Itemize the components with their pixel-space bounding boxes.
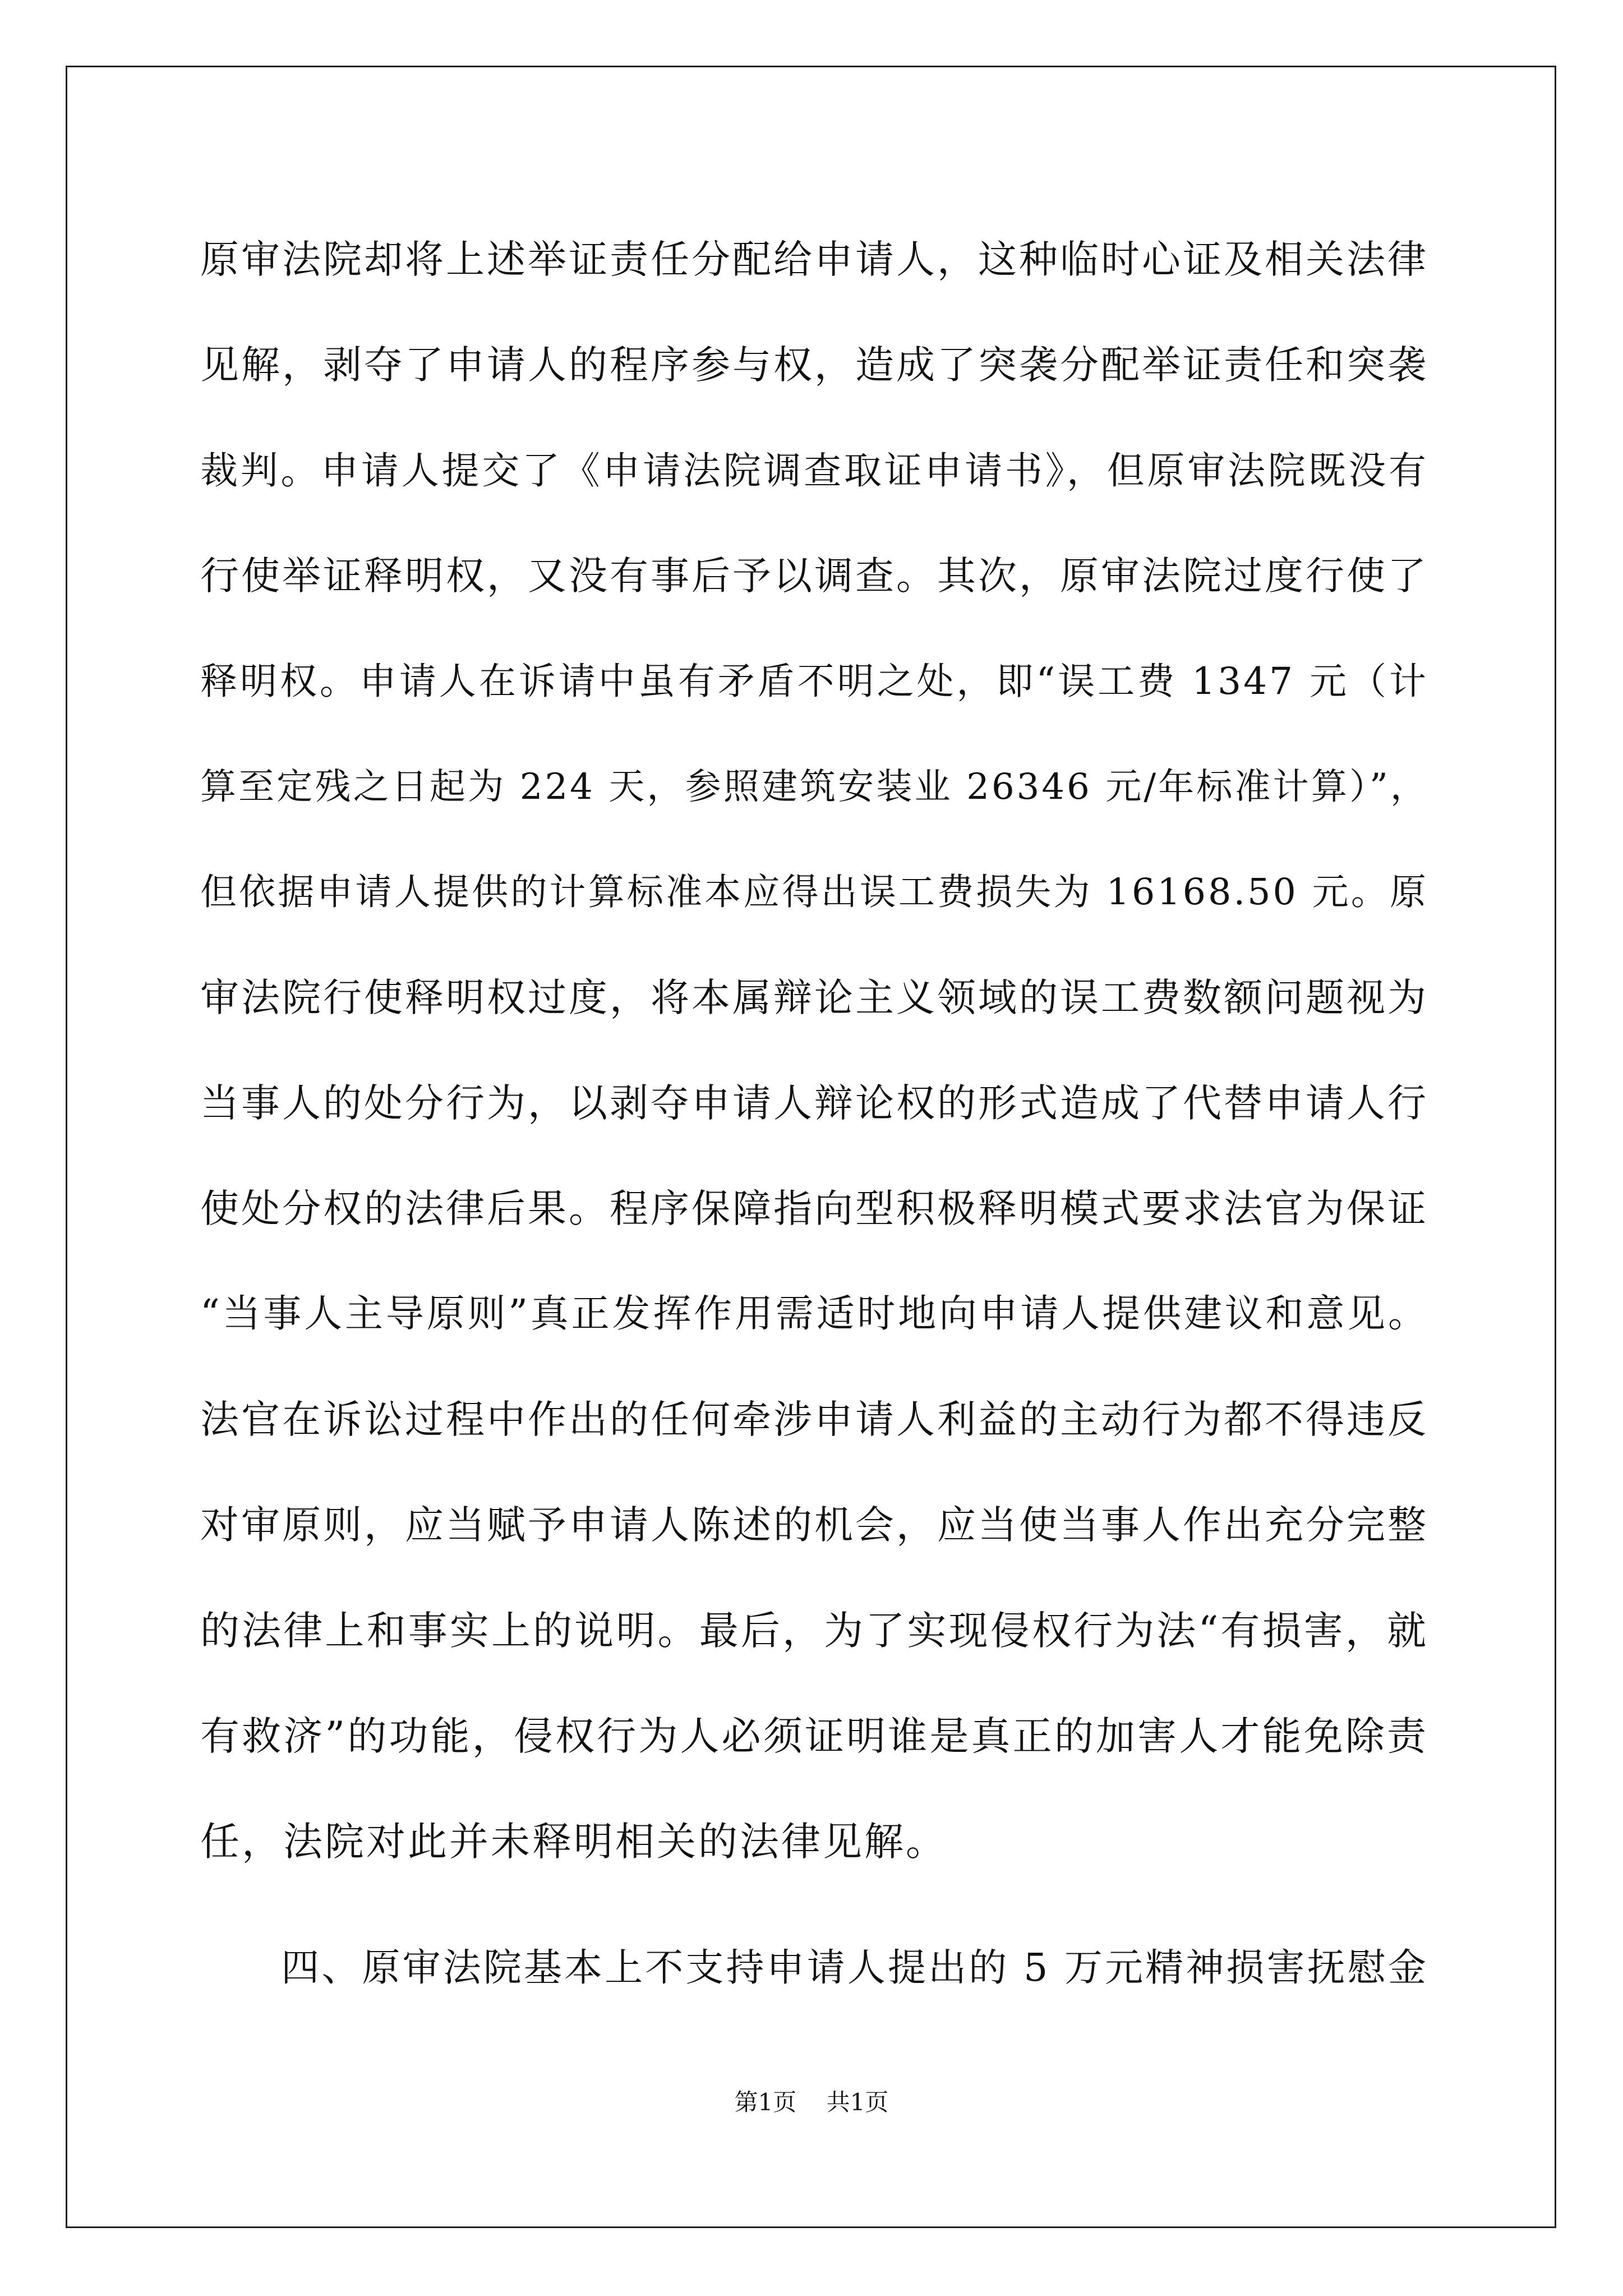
page-number: 第1页: [734, 2088, 797, 2116]
text-line: 但依据申请人提供的计算标准本应得出误工费损失为 16168.50 元。原: [200, 871, 1428, 913]
text-line: 裁判。申请人提交了《申请法院调查取证申请书》，但原审法院既没有: [200, 449, 1428, 493]
document-body: [200, 207, 1428, 2021]
text-line: 当事人的处分行为，以剥夺申请人辩论权的形式造成了代替申请人行: [200, 1081, 1428, 1126]
text-line: 法官在诉讼过程中作出的任何牵涉申请人利益的主动行为都不得违反: [200, 1397, 1428, 1442]
text-line: 使处分权的法律后果。程序保障指向型积极释明模式要求法官为保证: [200, 1186, 1428, 1231]
text-line: 有救济”的功能，侵权行为人必须证明谁是真正的加害人才能免除责: [200, 1713, 1428, 1759]
text-line: 审法院行使释明权过度，将本属辩论主义领域的误工费数额问题视为: [200, 976, 1428, 1020]
section-heading-line: 四、原审法院基本上不支持申请人提出的 5 万元精神损害抚慰金: [200, 1946, 1428, 1990]
text-line: 行使举证释明权，又没有事后予以调查。其次，原审法院过度行使了: [200, 554, 1428, 599]
paragraph-last-line: 任，法院对此并未释明相关的法律见解。: [200, 1819, 947, 1865]
text-line: 算至定残之日起为 224 天，参照建筑安装业 26346 元/年标准计算）”，: [200, 766, 1428, 808]
page-total: 共1页: [826, 2088, 889, 2116]
text-line: 的法律上和事实上的说明。最后，为了实现侵权行为法“有损害，就: [200, 1608, 1428, 1654]
text-line: “当事人主导原则”真正发挥作用需适时地向申请人提供建议和意见。: [200, 1292, 1428, 1336]
text-line: 对审原则，应当赋予申请人陈述的机会，应当使当事人作出充分完整: [200, 1503, 1428, 1548]
text-line: 见解，剥夺了申请人的程序参与权，造成了突袭分配举证责任和突袭: [200, 343, 1428, 388]
page-footer: [0, 2086, 1623, 2119]
text-line: 原审法院却将上述举证责任分配给申请人，这种临时心证及相关法律: [200, 237, 1428, 282]
text-line: 释明权。申请人在诉请中虽有矛盾不明之处，即“误工费 1347 元（计: [200, 660, 1428, 703]
